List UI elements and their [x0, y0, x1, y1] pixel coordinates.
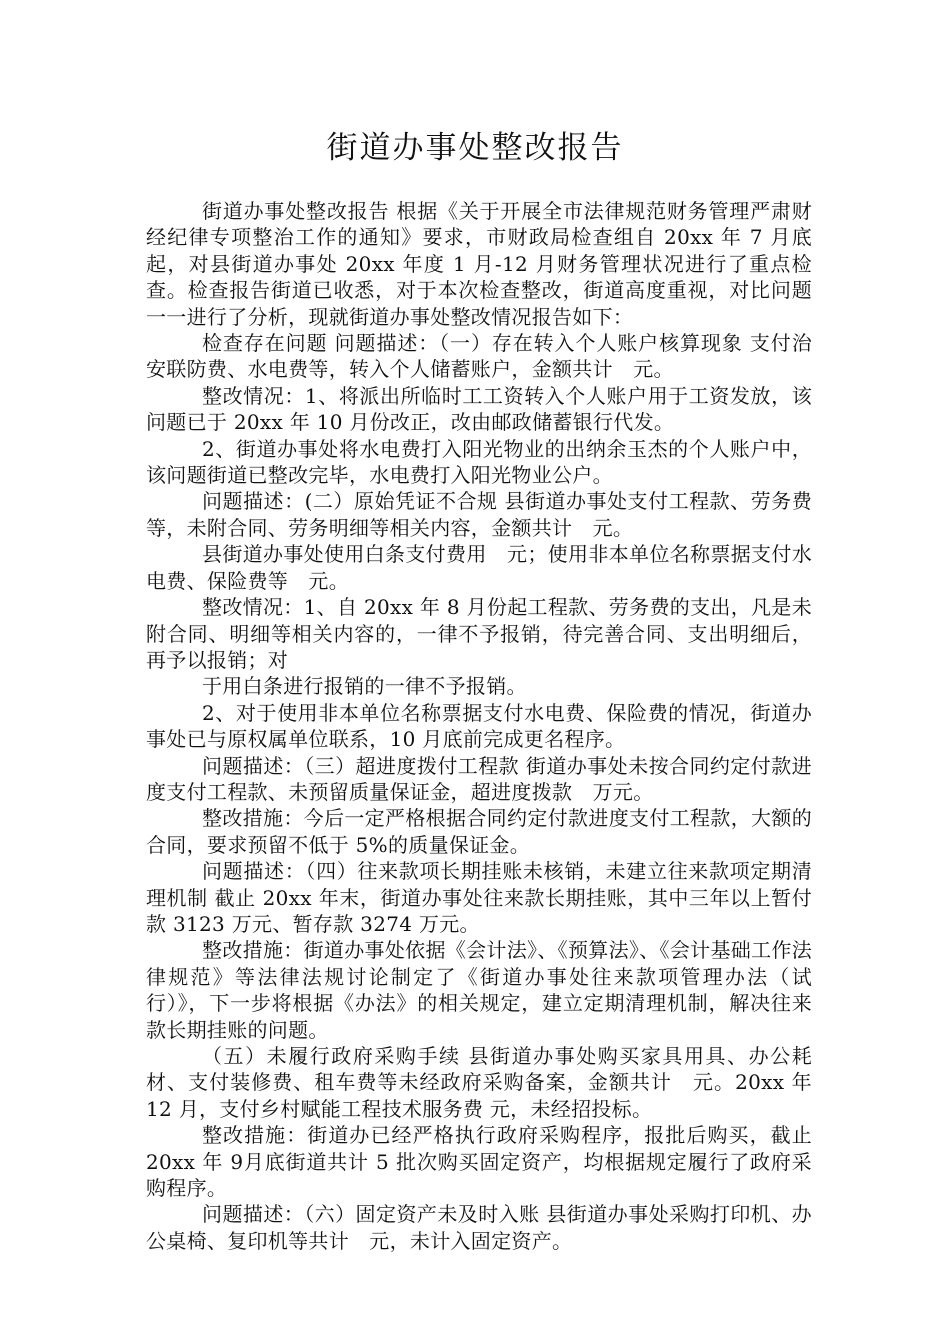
- paragraph-issue-4: 问题描述：（四）往来款项长期挂账未核销，未建立往来款项定期清理机制 截止 20xx 年末，街道办事处往来款长期挂账，其中三年以上暂付款 3123 万元、暂存款 3274 万元。: [146, 859, 812, 936]
- paragraph-issue-2: 问题描述：(二）原始凭证不合规 县街道办事处支付工程款、劳务费等，未附合同、劳务明细等相关内容，金额共计 元。: [146, 489, 812, 540]
- paragraph-fix-4: 整改措施：街道办事处依据《会计法》、《预算法》、《会计基础工作法律规范》等法律法规讨论制定了《街道办事处往来款项管理办法（试行）》，下一步将根据《办法》的相关规定，建立定期清理机制，解决往来款长期挂账的问题。: [146, 938, 812, 1042]
- paragraph-fix-2-1: 整改情况：1、自 20xx 年 8 月份起工程款、劳务费的支出，凡是未附合同、明细等相关内容的，一律不予报销，待完善合同、支出明细后，再予以报销；对: [146, 595, 812, 672]
- paragraph-fix-3: 整改措施：今后一定严格根据合同约定付款进度支付工程款，大额的合同，要求预留不低于 5%的质量保证金。: [146, 806, 812, 857]
- paragraph-fix-1-1: 整改情况：1、将派出所临时工工资转入个人账户用于工资发放，该问题已于 20xx 年 10 月份改正，改由邮政储蓄银行代发。: [146, 383, 812, 435]
- paragraph-fix-5: 整改措施：街道办已经严格执行政府采购程序，报批后购买，截止 20xx 年 9月底街道共计 5 批次购买固定资产，均根据规定履行了政府采购程序。: [146, 1123, 812, 1201]
- document-title: 街道办事处整改报告: [326, 130, 624, 166]
- paragraph-fix-2-1-cont: 于用白条进行报销的一律不予报销。: [202, 674, 527, 699]
- document-body: [146, 198, 812, 1254]
- paragraph-issue-3: 问题描述：（三）超进度拨付工程款 街道办事处未按合同约定付款进度支付工程款、未预留质量保证金，超进度拨款 万元。: [146, 753, 812, 804]
- paragraph-fix-2-2: 2、对于使用非本单位名称票据支付水电费、保险费的情况，街道办事处已与原权属单位联系，10 月底前完成更名程序。: [146, 700, 812, 752]
- paragraph-intro: 街道办事处整改报告 根据《关于开展全市法律规范财务管理严肃财经纪律专项整治工作的通知》要求，市财政局检查组自 20xx 年 7 月底起，对县街道办事处 20xx 年度 1 月-12 月财务管理状况进行了重点检查。检查报告街道已收悉，对于本次检查整改，街道高度重视，对比问题一一进行了分析，现就街道办事处整改情况报告如下：: [146, 199, 812, 329]
- paragraph-issue-5: （五）未履行政府采购手续 县街道办事处购买家具用具、办公耗材、支付装修费、租车费等未经政府采购备案，金额共计 元。20xx 年 12 月，支付乡村赋能工程技术服务费 元，未经招投标。: [146, 1044, 812, 1121]
- paragraph-issue-6: 问题描述：（六）固定资产未及时入账 县街道办事处采购打印机、办公桌椅、复印机等共计 元，未计入固定资产。: [146, 1202, 812, 1253]
- paragraph-fix-1-2: 2、街道办事处将水电费打入阳光物业的出纳余玉杰的个人账户中，该问题街道已整改完毕，水电费打入阳光物业公户。: [146, 436, 812, 488]
- paragraph-issue-1: 检查存在问题 问题描述：（一）存在转入个人账户核算现象 支付治安联防费、水电费等，转入个人储蓄账户，金额共计 元。: [146, 331, 812, 382]
- paragraph-issue-2-detail: 县街道办事处使用白条支付费用 元；使用非本单位名称票据支付水电费、保险费等 元。: [146, 542, 812, 593]
